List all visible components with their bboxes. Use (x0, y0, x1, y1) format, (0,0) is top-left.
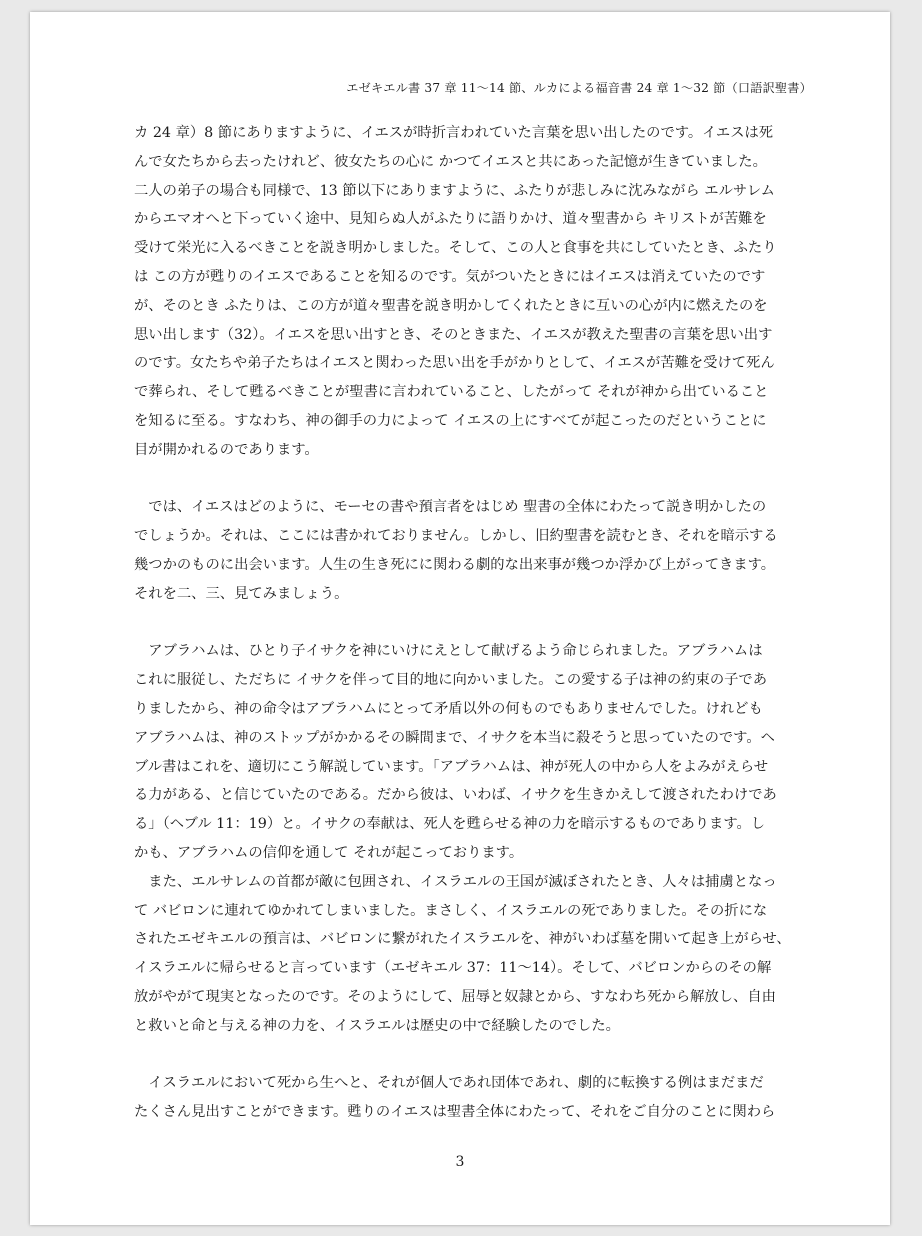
text-line: りましたから、神の命令はアブラハムにとって矛盾以外の何ものでもありませんでした。けれども (134, 700, 763, 717)
paragraph-gap (134, 1041, 792, 1070)
paragraph-4 (134, 868, 792, 1041)
text-line: んで女たちから去ったけれど、彼女たちの心に かつてイエスと共にあった記憶が生きていました。 (134, 153, 767, 170)
text-line: では、イエスはどのように、モーセの書や預言者をはじめ 聖書の全体にわたって説き明かしたの (134, 499, 767, 516)
document-page (30, 12, 890, 1225)
text-line: を知るに至る。すなわち、神の御手の力によって イエスの上にすべてが起こったのだということに (134, 412, 767, 429)
text-line: これに服従し、ただちに イサクを伴って目的地に向かいました。この愛する子は神の約束の子であ (134, 672, 768, 689)
text-line: る」（ヘブル 11：19）と。イサクの奉献は、死人を甦らせる神の力を暗示するものであります。し (134, 816, 766, 833)
text-line: 目が開かれるのであります。 (134, 441, 319, 458)
text-line: は この方が甦りのイエスであることを知るのです。気がついたときにはイエスは消えていたのです (134, 268, 766, 285)
text-line: カ 24 章）8 節にありますように、イエスが時折言われていた言葉を思い出したのです。イエスは死 (134, 125, 774, 141)
text-line: それを二、三、見てみましょう。 (134, 585, 349, 602)
running-header: エゼキエル書 37 章 11〜14 節、ルカによる福音書 24 章 1〜32 節（口語訳聖書） (346, 81, 812, 95)
paragraph-1 (134, 119, 792, 465)
paragraph-5 (134, 1069, 792, 1127)
text-line: 放がやがて現実となったのです。そのようにして、屈辱と奴隷とから、すなわち死から解放し、自由 (134, 988, 776, 1005)
text-line: 二人の弟子の場合も同様で、13 節以下にありますように、ふたりが悲しみに沈みながら エルサレム (134, 182, 775, 199)
text-line: で葬られ、そして甦るべきことが聖書に言われていること、したがって それが神から出ていること (134, 384, 769, 401)
text-line: 思い出します（32）。イエスを思い出すとき、そのときまた、イエスが教えた聖書の言葉を思い出す (134, 326, 773, 343)
text-line: イスラエルにおいて死から生へと、それが個人であれ団体であれ、劇的に転換する例はまだまだ (134, 1075, 764, 1092)
text-line: 受けて栄光に入るべきことを説き明かしました。そして、この人と食事を共にしていたとき、ふたり (134, 240, 777, 257)
text-line: と救いと命と与える神の力を、イスラエルは歴史の中で経験したのでした。 (134, 1017, 620, 1034)
paragraph-3 (134, 637, 792, 867)
text-line: アブラハムは、ひとり子イサクを神にいけにえとして献げるよう命じられました。アブラハムは (134, 643, 763, 660)
text-line: でしょうか。それは、ここには書かれておりません。しかし、旧約聖書を読むとき、それを暗示する (134, 528, 778, 545)
text-line: アブラハムは、神のストップがかかるその瞬間まで、イサクを本当に殺そうと思っていたのです。ヘ (134, 729, 775, 746)
text-line: イスラエルに帰らせると言っています（エゼキエル 37：11〜14）。そして、バビロンからのその解 (134, 960, 772, 977)
text-line: る力がある、と信じていたのである。だから彼は、いわば、イサクを生きかえして渡されたわけであ (134, 787, 777, 804)
text-line: のです。女たちや弟子たちはイエスと関わった思い出を手がかりとして、イエスが苦難を受けて死ん (134, 355, 775, 372)
paragraph-2 (134, 493, 792, 608)
text-line: かも、アブラハムの信仰を通して それが起こっております。 (134, 844, 524, 861)
paragraph-gap (134, 609, 792, 638)
text-line: また、エルサレムの首都が敵に包囲され、イスラエルの王国が滅ぼされたとき、人々は捕虜となっ (134, 873, 777, 890)
paragraph-gap (134, 465, 792, 494)
text-line: が、そのとき ふたりは、この方が道々聖書を説き明かしてくれたときに互いの心が内に燃えたのを (134, 297, 768, 314)
text-line: て バビロンに連れてゆかれてしまいました。まさしく、イスラエルの死でありました。その折にな (134, 902, 768, 919)
body-text (134, 119, 792, 1127)
text-line: 幾つかのものに出会います。人生の生き死にに関わる劇的な出来事が幾つか浮かび上がってきます。 (134, 556, 776, 573)
text-line: されたエゼキエルの預言は、バビロンに繋がれたイスラエルを、神がいわば墓を開いて起き上がらせ、 (134, 931, 791, 948)
text-line: たくさん見出すことができます。甦りのイエスは聖書全体にわたって、それをご自分のことに関わら (134, 1104, 776, 1121)
page-number: 3 (455, 1154, 465, 1170)
text-line: からエマオへと下っていく途中、見知らぬ人がふたりに語りかけ、道々聖書から キリストが苦難を (134, 211, 767, 228)
text-line: ブル書はこれを、適切にこう解説しています。「アブラハムは、神が死人の中から人をよみがえらせ (134, 758, 769, 775)
